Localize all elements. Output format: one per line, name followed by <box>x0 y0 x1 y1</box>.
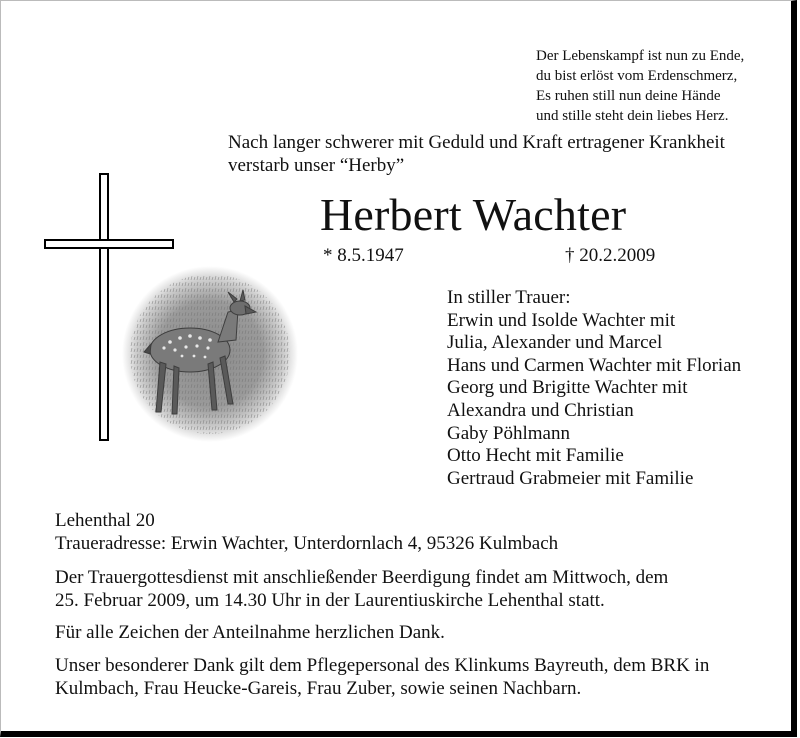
mourner-line: Gertraud Grabmeier mit Familie <box>447 467 694 489</box>
mourner-line: Alexandra und Christian <box>447 399 634 421</box>
intro-line: Nach langer schwerer mit Geduld und Kraft ertragener Krankheit <box>228 132 725 153</box>
mourning-address: Traueradresse: Erwin Wachter, Unterdornlach 4, 95326 Kulmbach <box>55 533 559 554</box>
poem-line: Es ruhen still nun deine Hände <box>536 88 721 104</box>
service-info <box>55 566 775 612</box>
poem-line: und stille steht dein liebes Herz. <box>536 108 729 124</box>
thanks-line: Kulmbach, Frau Heucke-Gareis, Frau Zuber, sowie seinen Nachbarn. <box>55 678 582 699</box>
mourners-heading: In stiller Trauer: <box>447 287 571 308</box>
general-thanks <box>55 621 445 644</box>
mourner-line: Otto Hecht mit Familie <box>447 445 624 467</box>
birth-date: * 8.5.1947 <box>323 245 404 266</box>
special-thanks <box>55 654 785 700</box>
mourner-line: Erwin und Isolde Wachter mit <box>447 309 676 331</box>
intro-line: verstarb unser “Herby” <box>228 155 405 176</box>
mourner-line: Gaby Pöhlmann <box>447 422 570 444</box>
mourner-line: Hans und Carmen Wachter mit Florian <box>447 354 742 376</box>
deceased-name: Herbert Wachter <box>320 189 627 240</box>
cross-and-deer-image <box>40 172 300 444</box>
mourner-line: Julia, Alexander und Marcel <box>447 332 663 354</box>
service-line: 25. Februar 2009, um 14.30 Uhr in der Laurentiuskirche Lehenthal statt. <box>55 590 605 611</box>
poem-line: Der Lebenskampf ist nun zu Ende, <box>536 48 745 64</box>
service-line: Der Trauergottesdienst mit anschließender Beerdigung findet am Mittwoch, dem <box>55 567 669 588</box>
death-date: † 20.2.2009 <box>565 245 656 266</box>
thanks-line: Unser besonderer Dank gilt dem Pflegepersonal des Klinkums Bayreuth, dem BRK in <box>55 655 710 676</box>
poem-line: du bist erlöst vom Erdenschmerz, <box>536 68 738 84</box>
poem <box>536 46 744 126</box>
address-block <box>55 509 558 555</box>
thanks-line: Für alle Zeichen der Anteilnahme herzlichen Dank. <box>55 622 445 643</box>
intro-text <box>228 131 788 177</box>
mourners-list <box>447 287 741 490</box>
mourner-line: Georg und Brigitte Wachter mit <box>447 377 688 399</box>
address-place: Lehenthal 20 <box>55 510 155 531</box>
